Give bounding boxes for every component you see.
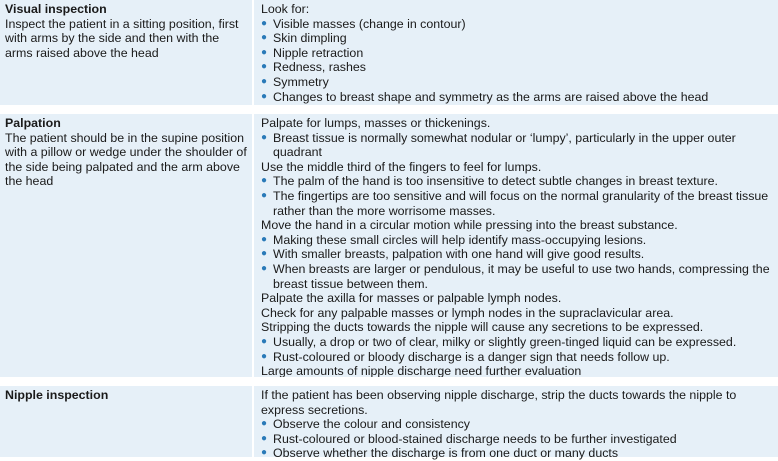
content-line: Stripping the ducts towards the nipple will cause any secretions to be expressed.	[261, 320, 704, 335]
list-item	[261, 417, 772, 432]
row-description: The patient should be in the supine position with a pillow or wedge under the shoulder of the side being palpated and the arm above the head	[5, 130, 247, 189]
list-item	[261, 233, 772, 248]
bullet-icon: ●	[261, 75, 268, 87]
content-line: Move the hand in a circular motion while pressing into the breast substance.	[261, 218, 678, 233]
list-item	[261, 131, 772, 160]
list-item	[261, 350, 772, 365]
list-item-text: Symmetry	[273, 74, 329, 89]
table-row	[0, 105, 778, 377]
bullet-icon: ●	[261, 248, 268, 260]
list-item-text: Redness, rashes	[273, 60, 366, 75]
list-item	[261, 75, 772, 90]
content-line: Large amounts of nipple discharge need further evaluation	[261, 364, 582, 379]
bullet-icon: ●	[261, 61, 268, 73]
list-item	[261, 262, 772, 291]
table-row	[0, 0, 778, 105]
list-item-text: Observe the colour and consistency	[273, 417, 470, 432]
list-item	[261, 60, 772, 75]
row-title: Visual inspection	[5, 2, 107, 16]
bullet-icon: ●	[261, 46, 268, 58]
bullet-icon: ●	[261, 175, 268, 187]
content-line: Use the middle third of the fingers to feel for lumps.	[261, 159, 542, 174]
list-item	[261, 174, 772, 189]
list-item-text: Visible masses (change in contour)	[273, 16, 466, 31]
bullet-icon: ●	[261, 131, 268, 143]
row-label-cell	[0, 386, 254, 457]
list-item	[261, 90, 772, 105]
bullet-icon: ●	[261, 447, 268, 459]
bullet-icon: ●	[261, 350, 268, 362]
list-item-text: Observe whether the discharge is from one duct or many ducts	[273, 446, 619, 461]
list-item	[261, 46, 772, 61]
list-item	[261, 189, 772, 218]
table-row	[0, 377, 778, 461]
list-item-text: The palm of the hand is too insensitive to detect subtle changes in breast texture.	[273, 174, 718, 189]
list-item-text: When breasts are larger or pendulous, it may be useful to use two hands, compressing the breast tissue between them.	[273, 261, 770, 291]
content-line: Palpate the axilla for masses or palpable lymph nodes.	[261, 291, 562, 306]
bullet-icon: ●	[261, 189, 268, 201]
list-item-text: Rust-coloured or bloody discharge is a danger sign that needs follow up.	[273, 349, 670, 364]
list-item-text: Breast tissue is normally somewhat nodular or ‘lumpy’, particularly in the upper outer quadrant	[273, 130, 736, 160]
list-item	[261, 432, 772, 447]
bullet-icon: ●	[261, 335, 268, 347]
row-label-cell	[0, 0, 254, 105]
bullet-icon: ●	[261, 432, 268, 444]
list-item-text: Skin dimpling	[273, 31, 347, 46]
list-item	[261, 446, 772, 461]
row-title: Nipple inspection	[5, 388, 109, 402]
row-title: Palpation	[5, 116, 61, 130]
row-label-cell	[0, 114, 254, 377]
content-line: Look for:	[261, 2, 310, 16]
list-item	[261, 335, 772, 350]
list-item	[261, 247, 772, 262]
list-item-text: Making these small circles will help identify mass-occupying lesions.	[273, 232, 647, 247]
row-content-cell	[254, 0, 778, 105]
bullet-icon: ●	[261, 233, 268, 245]
list-item-text: Rust-coloured or blood-stained discharge needs to be further investigated	[273, 431, 677, 446]
content-line: Check for any palpable masses or lymph nodes in the supraclavicular area.	[261, 305, 674, 320]
row-description: Inspect the patient in a sitting position, first with arms by the side and then with the arms raised above the head	[5, 16, 239, 60]
bullet-icon: ●	[261, 32, 268, 44]
list-item	[261, 31, 772, 46]
list-item-text: Changes to breast shape and symmetry as the arms are raised above the head	[273, 89, 709, 104]
content-line: Palpate for lumps, masses or thickenings.	[261, 116, 491, 130]
list-item-text: Nipple retraction	[273, 45, 364, 60]
bullet-icon: ●	[261, 90, 268, 102]
list-item-text: The fingertips are too sensitive and will focus on the normal granularity of the breast tissue rather than the more worrisome masses.	[273, 188, 769, 218]
content-line: If the patient has been observing nipple discharge, strip the ducts towards the nipple to express secretions.	[261, 388, 737, 417]
row-content-cell	[254, 114, 778, 377]
bullet-icon: ●	[261, 262, 268, 274]
list-item-text: With smaller breasts, palpation with one hand will give good results.	[273, 247, 645, 262]
row-content-cell	[254, 386, 778, 461]
bullet-icon: ●	[261, 17, 268, 29]
bullet-icon: ●	[261, 418, 268, 430]
list-item-text: Usually, a drop or two of clear, milky or slightly green-tinged liquid can be expressed.	[273, 334, 737, 349]
list-item	[261, 17, 772, 32]
